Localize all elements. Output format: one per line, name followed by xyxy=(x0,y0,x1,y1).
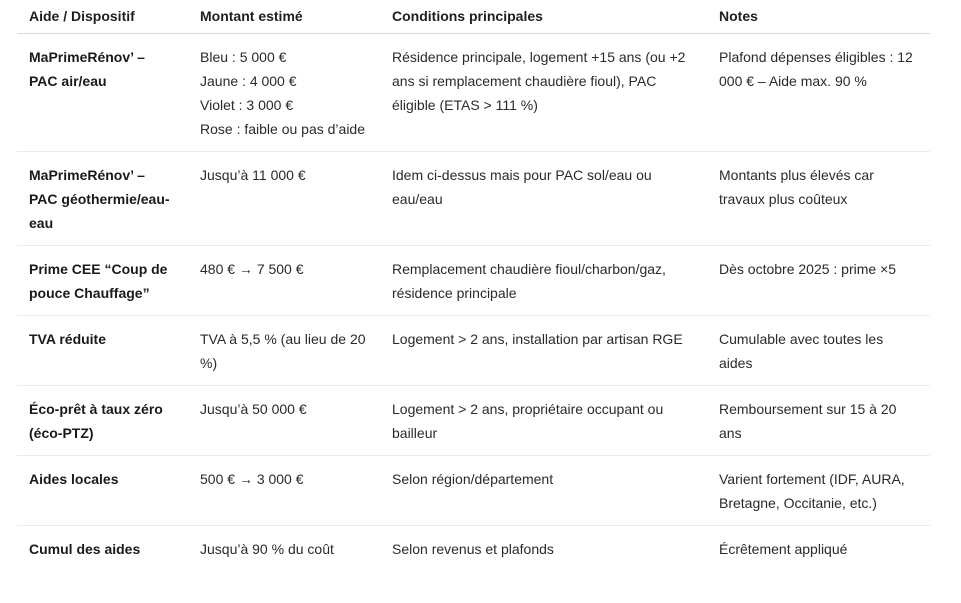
table-row xyxy=(17,386,930,456)
table-row xyxy=(17,316,930,386)
table-row xyxy=(17,246,930,316)
cell-aide: Aides locales xyxy=(17,456,188,526)
header-montant: Montant estimé xyxy=(188,0,380,34)
table-body xyxy=(17,34,930,572)
montant-line: Violet : 3 000 € xyxy=(200,97,294,113)
cell-montant: Jusqu’à 90 % du coût xyxy=(200,541,334,557)
cell-notes: Cumulable avec toutes les aides xyxy=(707,316,930,386)
cell-aide: MaPrimeRénov’ – PAC air/eau xyxy=(17,34,188,152)
montant-line: Rose : faible ou pas d’aide xyxy=(200,121,365,137)
cell-aide: Prime CEE “Coup de pouce Chauffage” xyxy=(17,246,188,316)
cell-montant: Jusqu’à 11 000 € xyxy=(188,152,380,246)
cell-notes: Plafond dépenses éligibles : 12 000 € – Aide max. 90 % xyxy=(707,34,930,152)
header-aide: Aide / Dispositif xyxy=(17,0,188,34)
cell-montant: 500 € → 3 000 € xyxy=(188,456,380,526)
cell-notes: Varient fortement (IDF, AURA, Bretagne, Occitanie, etc.) xyxy=(707,456,930,526)
cell-conditions: Remplacement chaudière fioul/charbon/gaz, résidence principale xyxy=(380,246,707,316)
cell-notes: Écrêtement appliqué xyxy=(719,541,848,557)
cell-montant xyxy=(188,34,380,152)
table-row xyxy=(17,152,930,246)
cell-montant: Jusqu’à 50 000 € xyxy=(188,386,380,456)
table-row xyxy=(17,526,930,572)
header-notes: Notes xyxy=(707,0,930,34)
cell-conditions: Selon région/département xyxy=(380,456,707,526)
header-conditions: Conditions principales xyxy=(380,0,707,34)
cell-notes: Remboursement sur 15 à 20 ans xyxy=(707,386,930,456)
cell-montant: 480 € → 7 500 € xyxy=(188,246,380,316)
cell-conditions: Idem ci-dessus mais pour PAC sol/eau ou eau/eau xyxy=(380,152,707,246)
cell-notes: Montants plus élevés car travaux plus coûteux xyxy=(707,152,930,246)
aides-table-container xyxy=(17,0,930,571)
montant-line: Bleu : 5 000 € xyxy=(200,49,287,65)
cell-conditions: Résidence principale, logement +15 ans (ou +2 ans si remplacement chaudière fioul), PAC éligible (ETAS > 111 %) xyxy=(380,34,707,152)
cell-conditions: Logement > 2 ans, installation par artisan RGE xyxy=(380,316,707,386)
table-row xyxy=(17,34,930,152)
montant-line: Jaune : 4 000 € xyxy=(200,73,297,89)
header-row xyxy=(17,0,930,34)
cell-notes: Dès octobre 2025 : prime ×5 xyxy=(707,246,930,316)
cell-montant: TVA à 5,5 % (au lieu de 20 %) xyxy=(188,316,380,386)
cell-aide: Éco-prêt à taux zéro (éco-PTZ) xyxy=(17,386,188,456)
cell-aide: MaPrimeRénov’ – PAC géothermie/eau-eau xyxy=(17,152,188,246)
table-header xyxy=(17,0,930,34)
cell-conditions: Selon revenus et plafonds xyxy=(392,541,554,557)
cell-aide: Cumul des aides xyxy=(29,541,141,557)
cell-conditions: Logement > 2 ans, propriétaire occupant ou bailleur xyxy=(380,386,707,456)
aides-table xyxy=(17,0,930,571)
table-row xyxy=(17,456,930,526)
cell-aide: TVA réduite xyxy=(17,316,188,386)
